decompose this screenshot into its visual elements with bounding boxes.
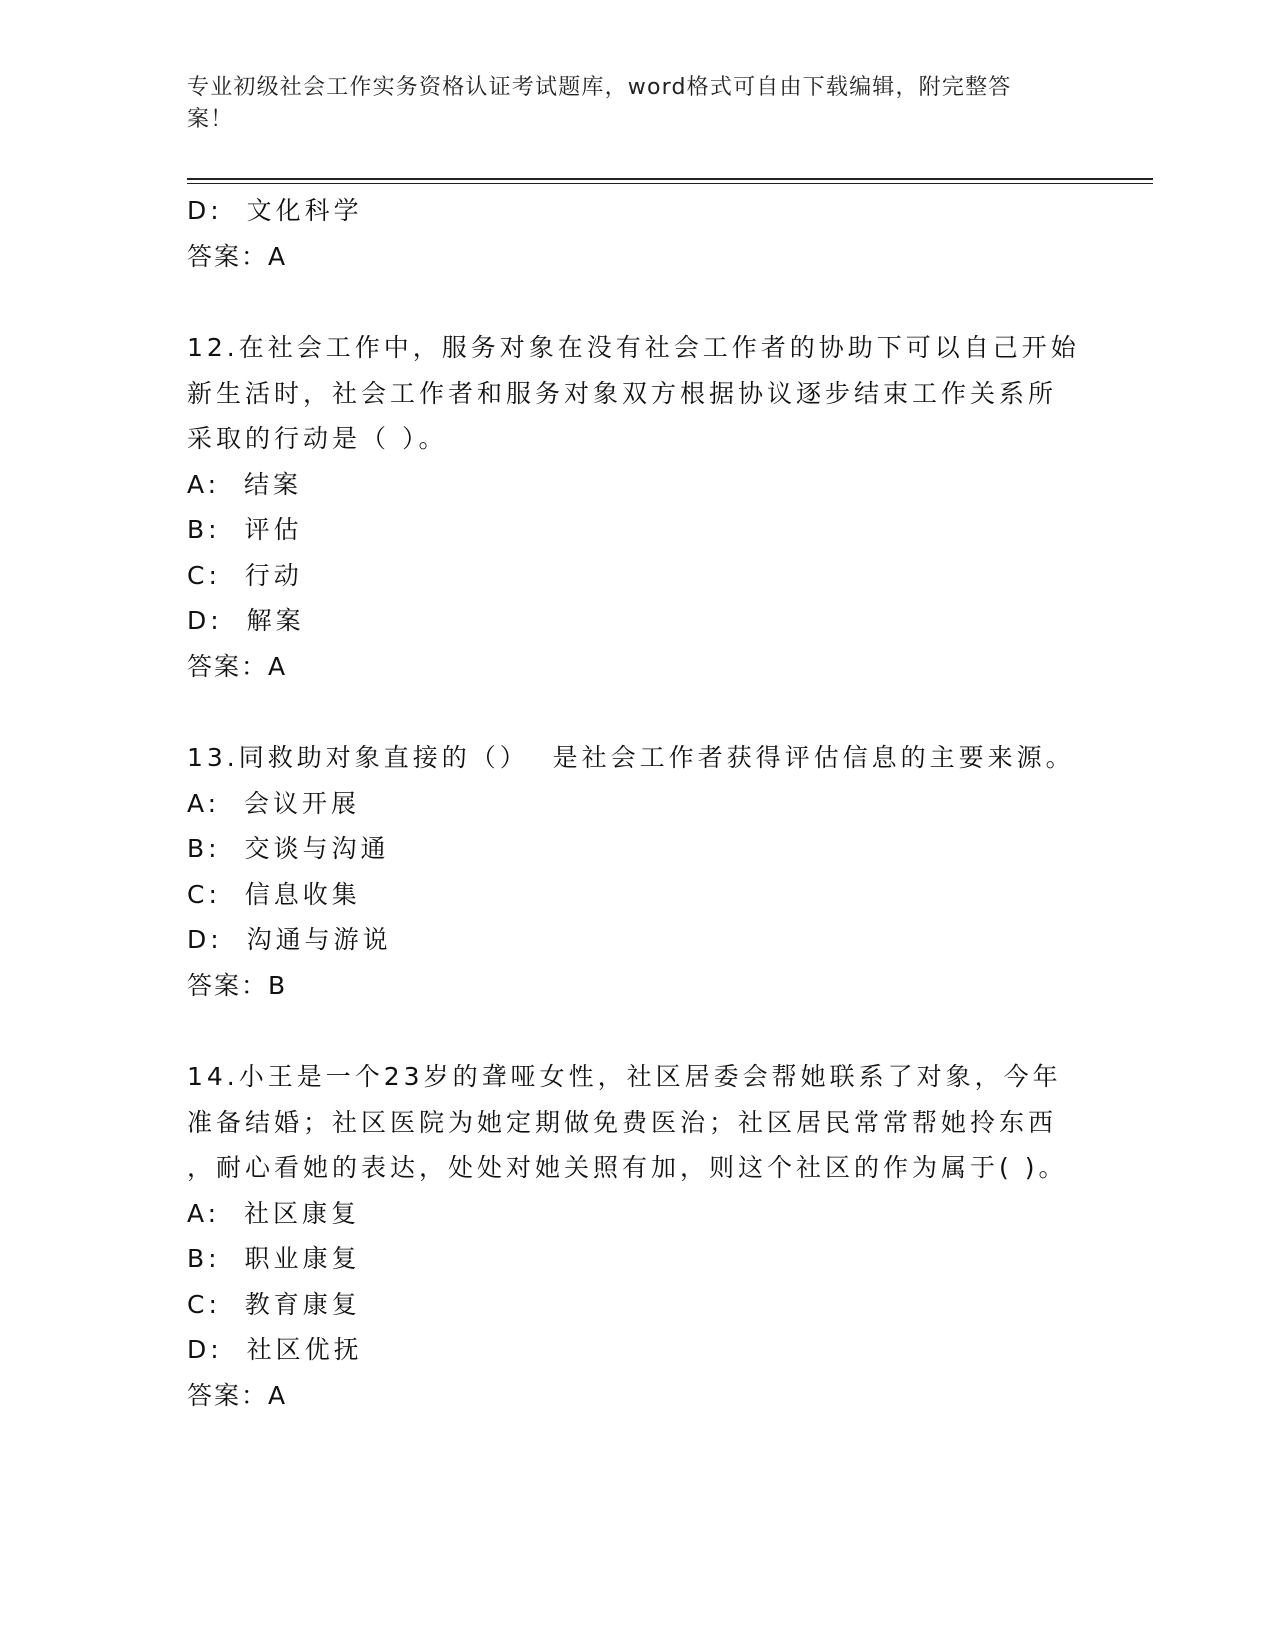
- question-stem: 14.小王是一个23岁的聋哑女性，社区居委会帮她联系了对象，今年: [187, 1062, 1062, 1091]
- option-a: A: 社区康复: [187, 1198, 360, 1228]
- question-stem: 采取的行动是（ ）。: [187, 424, 448, 453]
- question-stem: ，耐心看她的表达，处处对她关照有加，则这个社区的作为属于( )。: [187, 1153, 1068, 1182]
- option-a: A: 会议开展: [187, 788, 360, 818]
- option-d: D: 解案: [187, 606, 305, 635]
- option-c: C: 信息收集: [187, 879, 361, 909]
- question-stem: 新生活时，社会工作者和服务对象双方根据协议逐步结束工作关系所: [187, 378, 1058, 408]
- answer-line: 答案：A: [187, 651, 288, 681]
- question-13: [187, 735, 1087, 1008]
- question-stem: 12.在社会工作中，服务对象在没有社会工作者的协助下可以自己开始: [187, 333, 1080, 362]
- header-line-1: 专业初级社会工作实务资格认证考试题库，word格式可自由下载编辑，附完整答: [187, 75, 1012, 100]
- option-a: A: 结案: [187, 469, 302, 499]
- option-b: B: 评估: [187, 515, 303, 544]
- header-divider: [187, 178, 1153, 184]
- option-c: C: 教育康复: [187, 1289, 361, 1319]
- answer-line: 答案：A: [187, 241, 288, 271]
- option-d: D: 文化科学: [187, 196, 363, 225]
- question-stem: 13.同救助对象直接的（） 是社会工作者获得评估信息的主要来源。: [187, 743, 1075, 772]
- question-12: [187, 325, 1087, 689]
- answer-line: 答案：B: [187, 970, 288, 1000]
- question-14: [187, 1054, 1087, 1418]
- option-b: B: 职业康复: [187, 1244, 361, 1273]
- option-c: C: 行动: [187, 560, 303, 590]
- previous-question-tail: [187, 188, 1087, 279]
- option-b: B: 交谈与沟通: [187, 834, 390, 863]
- header-line-2: 案！: [187, 107, 234, 132]
- question-list: [187, 188, 1087, 1418]
- option-d: D: 社区优抚: [187, 1335, 363, 1364]
- document-header: [187, 72, 1067, 136]
- question-stem: 准备结婚；社区医院为她定期做免费医治；社区居民常常帮她拎东西: [187, 1107, 1058, 1137]
- answer-line: 答案：A: [187, 1380, 288, 1410]
- option-d: D: 沟通与游说: [187, 925, 392, 954]
